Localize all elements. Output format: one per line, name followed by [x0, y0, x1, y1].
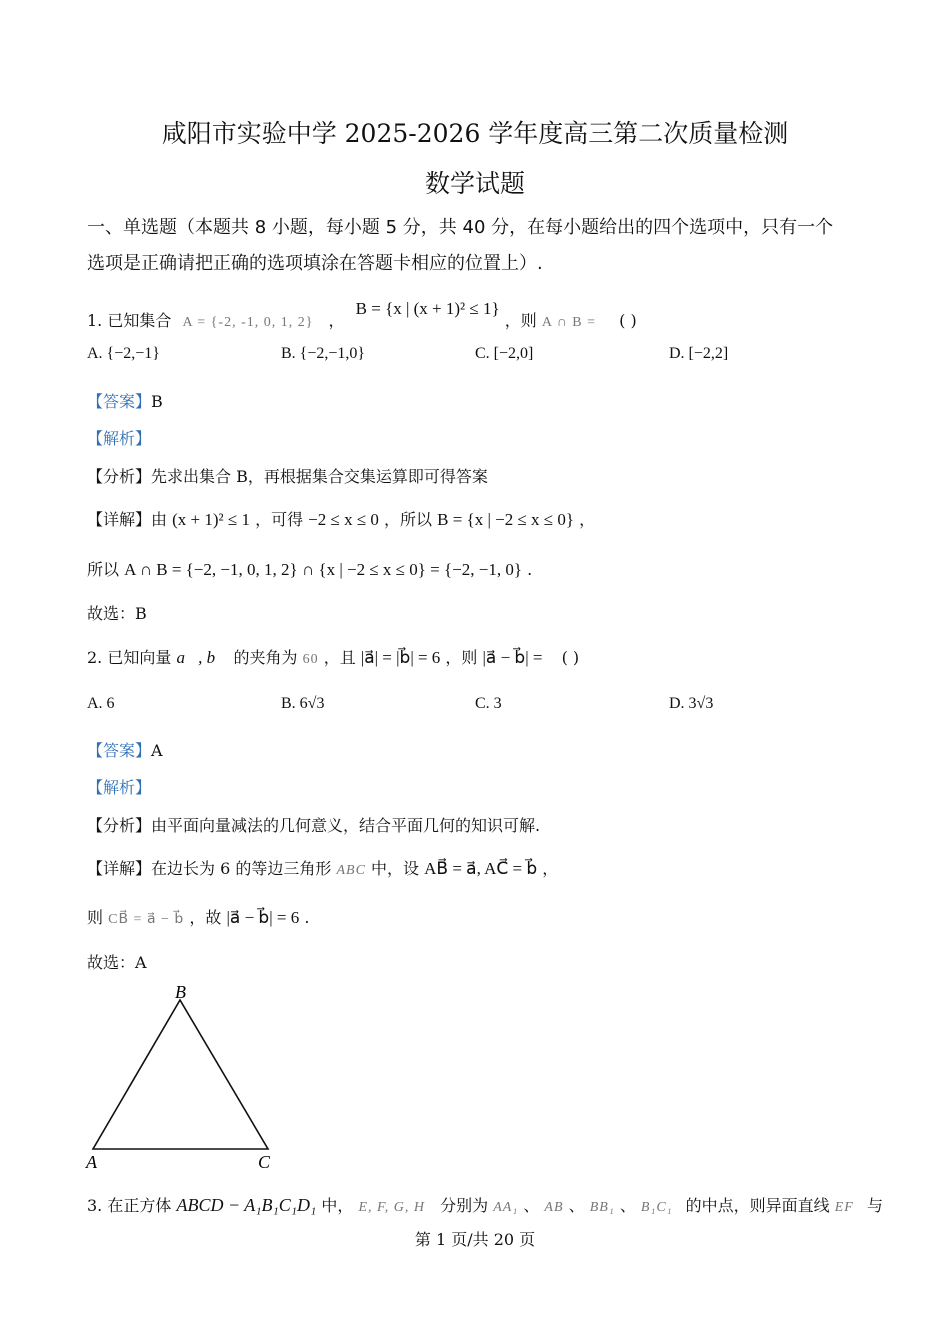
page-title: 咸阳市实验中学 2025-2026 学年度高三第二次质量检测	[161, 119, 789, 148]
q1-detail-math-3: B = {x | −2 ≤ x ≤ 0}	[437, 510, 575, 529]
q1-set-b: B = {x | (x + 1)² ≤ 1}	[355, 299, 500, 318]
q2-stem-b: 的夹角为	[233, 648, 298, 667]
q2-detail-text-c: ，	[542, 859, 559, 878]
q1-option-d: D. [−2,2]	[669, 345, 729, 362]
q1-option-c: C. [−2,0]	[475, 345, 534, 362]
q1-answer-value: B	[151, 392, 163, 411]
q1-option-b: B. {−2,−1,0}	[281, 345, 366, 362]
q1-fenxi-tag: 【分析】	[87, 467, 152, 486]
q2-target: |a⃗ − b⃗| =	[482, 648, 543, 667]
q1-then: ，则	[504, 311, 537, 330]
q2-vectors: a⃗, b⃗	[176, 648, 229, 667]
vertex-label-c: C	[258, 1152, 271, 1172]
q2-answer-value: A	[151, 741, 163, 760]
vertex-label-b: B	[175, 982, 186, 1002]
q2-detail2-math-1: CB⃗ = a⃗ − b⃗	[108, 912, 185, 927]
q3-stem-b: 中，	[321, 1196, 354, 1215]
q2-answer-paren: ( )	[561, 648, 580, 667]
section-heading-line1: 一、单选题（本题共 8 小题，每小题 5 分，共 40 分，在每小题给出的四个选项中，只有一个	[87, 217, 834, 238]
q2-angle: 60	[302, 652, 319, 667]
triangle-shape	[93, 1000, 268, 1149]
q2-detail-math: AB⃗ = a⃗, AC⃗ = b⃗	[424, 859, 538, 878]
q3-points: E, F, G, H	[358, 1200, 426, 1215]
q1-detail2-math: A ∩ B = {−2, −1, 0, 1, 2} ∩ {x | −2 ≤ x ≤ 0} = {−2, −1, 0}	[124, 560, 522, 579]
q1-detail2-text-a: 所以	[87, 560, 120, 579]
q1-fenxi	[87, 464, 488, 487]
q1-detail-line1	[87, 507, 595, 530]
question-1-stem	[87, 299, 637, 331]
q1-comma: ，	[328, 311, 345, 330]
q3-line: EF	[834, 1200, 854, 1215]
q2-option-b: B. 6√3	[281, 695, 325, 712]
q2-detail2-text-b: ，故	[189, 908, 222, 927]
q2-fenxi-tag: 【分析】	[87, 816, 152, 835]
q3-sep-3: 、	[619, 1196, 636, 1215]
q3-stem-c: 分别为	[440, 1196, 489, 1215]
q1-intersect: A ∩ B =	[541, 315, 597, 330]
q2-answer-tag: 【答案】	[87, 741, 152, 760]
q2-option-a: A. 6	[87, 695, 115, 712]
q1-detail-tag: 【详解】	[87, 510, 152, 529]
q3-cube: ABCD − A₁B₁C₁D₁	[176, 1195, 317, 1215]
q2-detail2-math-2: |a⃗ − b⃗| = 6	[226, 908, 300, 927]
page-footer: 第 1 页/共 20 页	[414, 1230, 536, 1249]
q1-detail-line2	[87, 557, 532, 580]
q1-detail-text-c: ，所以	[384, 510, 433, 529]
q2-answer	[87, 738, 163, 761]
q1-detail-text-b: ，可得	[255, 510, 304, 529]
q2-detail-tag: 【详解】	[87, 859, 152, 878]
page-subtitle: 数学试题	[424, 169, 525, 198]
vertex-label-a: A	[86, 1152, 97, 1172]
section-heading-line2: 选项是正确请把正确的选项填涂在答题卡相应的位置上）.	[87, 253, 543, 274]
q3-stem-d: 的中点，则异面直线	[685, 1196, 830, 1215]
q1-choose: 故选：B	[87, 604, 147, 623]
q1-fenxi-text: 先求出集合 B，再根据集合交集运算即可得答案	[151, 467, 488, 486]
q2-analysis-tag: 【解析】	[87, 778, 152, 797]
question-3-stem	[87, 1193, 883, 1216]
q2-detail-triangle: ABC	[336, 863, 366, 878]
q1-answer-tag: 【答案】	[87, 392, 152, 411]
q3-segment-1: AA₁	[493, 1200, 519, 1215]
q1-detail-math-2: −2 ≤ x ≤ 0	[308, 510, 379, 529]
q2-detail-text-a: 在边长为 6 的等边三角形	[151, 859, 332, 878]
q2-option-c: C. 3	[475, 695, 502, 712]
question-2-stem	[87, 645, 579, 668]
q2-stem-c: ，且	[323, 648, 356, 667]
q3-stem-a: 3. 在正方体	[87, 1196, 172, 1215]
q1-answer	[87, 389, 163, 412]
q1-set-a: A = {-2, -1, 0, 1, 2}	[182, 315, 314, 330]
q1-option-a: A. {−2,−1}	[87, 345, 160, 362]
q2-detail-line2	[87, 905, 309, 928]
q2-fenxi	[87, 813, 540, 836]
q2-detail2-end: .	[304, 908, 310, 927]
q2-detail2-text-a: 则	[87, 908, 104, 927]
q1-detail-text-a: 由	[151, 510, 168, 529]
q2-condition: |a⃗| = |b⃗| = 6	[360, 648, 441, 667]
q1-detail-text-d: ，	[579, 510, 596, 529]
triangle-figure	[80, 982, 290, 1174]
q1-analysis-tag: 【解析】	[87, 429, 152, 448]
q3-sep-1: 、	[523, 1196, 540, 1215]
q2-option-d: D. 3√3	[669, 695, 714, 712]
q2-stem-a: 2. 已知向量	[87, 648, 172, 667]
q3-sep-2: 、	[568, 1196, 585, 1215]
q3-segment-3: BB₁	[589, 1200, 615, 1215]
q1-detail2-end: .	[527, 560, 533, 579]
q3-segment-2: AB	[544, 1200, 564, 1215]
q1-detail-math-1: (x + 1)² ≤ 1	[172, 510, 250, 529]
q2-detail-line1	[87, 856, 558, 879]
q3-segment-4: B₁C₁	[640, 1200, 673, 1215]
q3-stem-e: 与	[866, 1196, 883, 1215]
q2-fenxi-text: 由平面向量减法的几何意义，结合平面几何的知识可解.	[151, 816, 541, 835]
q1-answer-paren: ( )	[619, 311, 637, 330]
q2-detail-text-b: 中，设	[371, 859, 420, 878]
q2-stem-d: ，则	[445, 648, 478, 667]
q2-choose: 故选：A	[87, 953, 147, 972]
q1-stem-prefix: 1. 已知集合	[87, 311, 172, 330]
